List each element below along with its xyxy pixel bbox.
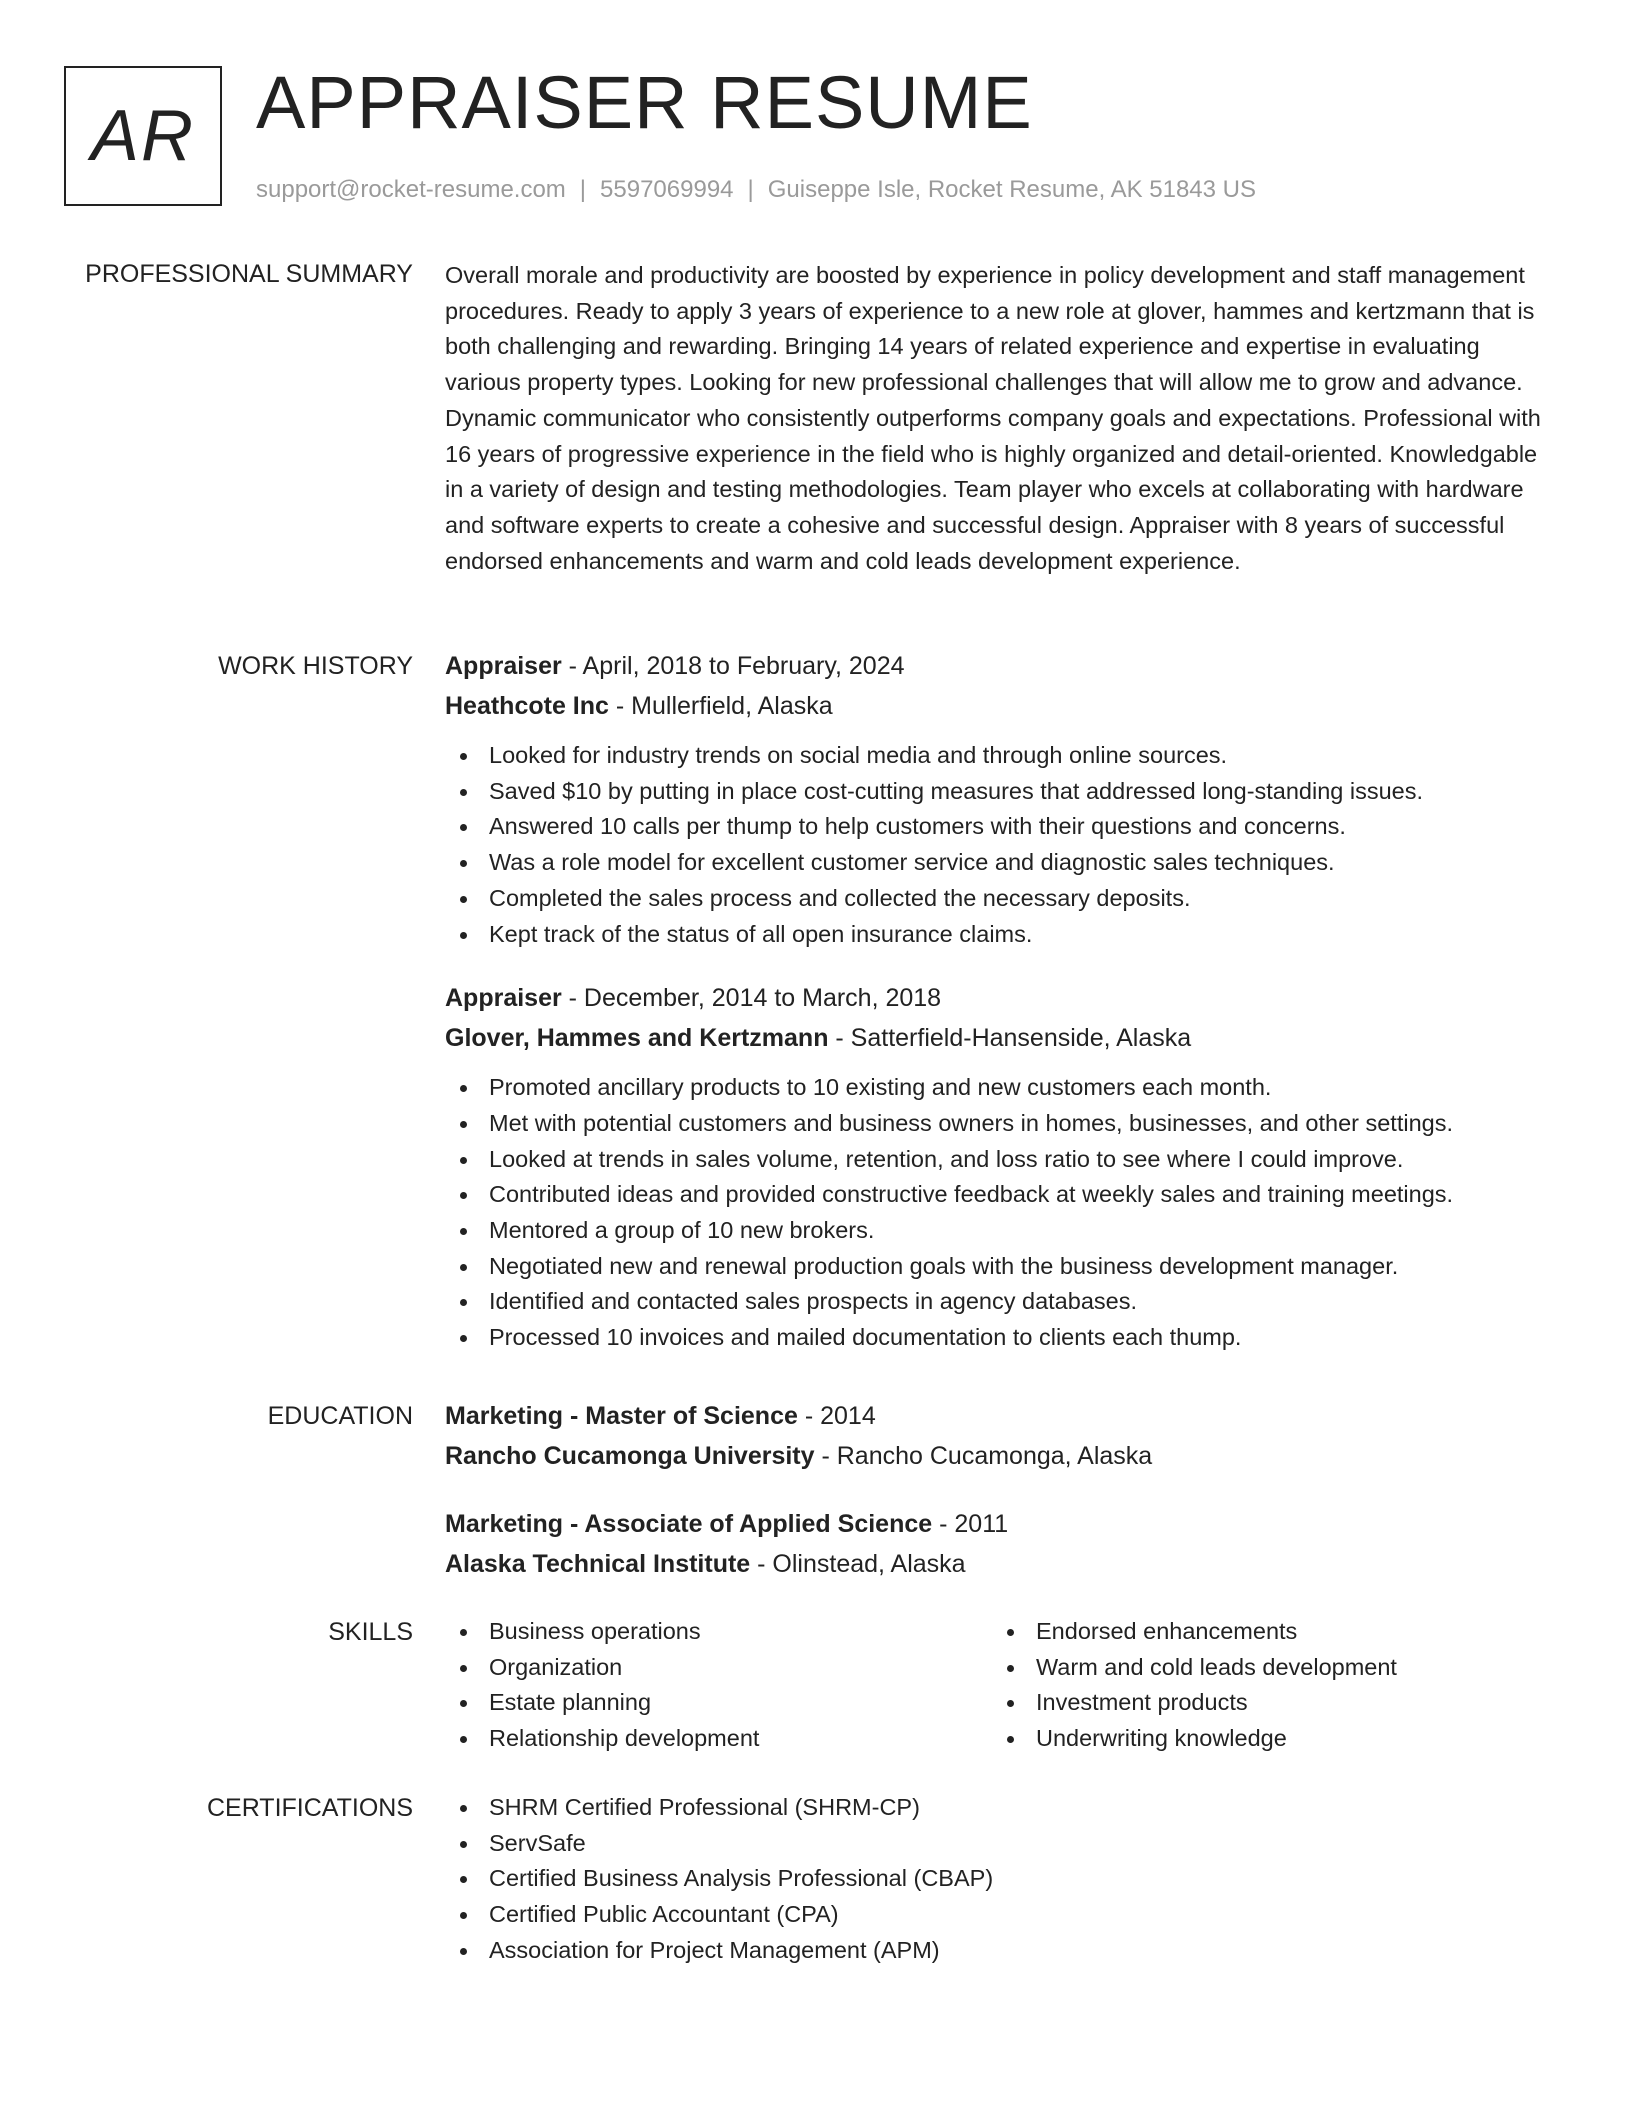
job-title-line	[445, 978, 1560, 1018]
job-bullet: Negotiated new and renewal production goals with the business development manager.	[445, 1249, 1560, 1285]
skills-column	[992, 1614, 1397, 1757]
summary-body	[445, 258, 1560, 579]
degree-year: - 2014	[797, 1402, 876, 1430]
job-entry	[445, 646, 1560, 952]
skill-item: Organization	[445, 1650, 992, 1686]
degree-line	[445, 1504, 1560, 1544]
school-line	[445, 1436, 1560, 1476]
work-history-body	[445, 646, 1560, 1356]
job-bullet: Kept track of the status of all open insurance claims.	[445, 917, 1560, 953]
certification-item: SHRM Certified Professional (SHRM-CP)	[445, 1790, 1560, 1826]
skill-item: Warm and cold leads development	[992, 1650, 1397, 1686]
school-name: Rancho Cucamonga University	[445, 1442, 815, 1470]
skills-column	[445, 1614, 992, 1757]
skill-item: Underwriting knowledge	[992, 1721, 1397, 1757]
job-bullet: Was a role model for excellent customer service and diagnostic sales techniques.	[445, 845, 1560, 881]
education-entry	[445, 1396, 1560, 1476]
skill-item: Investment products	[992, 1685, 1397, 1721]
job-bullet: Saved $10 by putting in place cost-cutting measures that addressed long-standing issues.	[445, 774, 1560, 810]
skill-item: Endorsed enhancements	[992, 1614, 1397, 1650]
degree-year: - 2011	[932, 1510, 1009, 1538]
skills-list	[992, 1614, 1397, 1757]
school-location: - Rancho Cucamonga, Alaska	[814, 1442, 1153, 1470]
job-bullet: Looked for industry trends on social media and through online sources.	[445, 738, 1560, 774]
skill-item: Relationship development	[445, 1721, 992, 1757]
education-entry	[445, 1504, 1560, 1584]
section-label-work-history: WORK HISTORY	[218, 652, 413, 680]
section-label-certifications: CERTIFICATIONS	[206, 1794, 413, 1822]
job-bullet: Promoted ancillary products to 10 existing and new customers each month.	[445, 1070, 1560, 1106]
job-bullet: Processed 10 invoices and mailed documentation to clients each thump.	[445, 1320, 1560, 1356]
school-name: Alaska Technical Institute	[445, 1550, 751, 1578]
job-bullet: Completed the sales process and collected the necessary deposits.	[445, 881, 1560, 917]
skills-list	[445, 1614, 992, 1757]
job-title: Appraiser	[445, 984, 562, 1013]
job-bullet: Met with potential customers and business owners in homes, businesses, and other settings.	[445, 1106, 1560, 1142]
contact-separator: |	[747, 176, 754, 203]
contact-address: Guiseppe Isle, Rocket Resume, AK 51843 US	[767, 176, 1257, 203]
skill-item: Business operations	[445, 1614, 992, 1650]
job-title: Appraiser	[445, 652, 562, 680]
degree-line	[445, 1396, 1560, 1436]
job-dates: - December, 2014 to March, 2018	[561, 984, 942, 1013]
job-company-line	[445, 1018, 1560, 1058]
job-bullets	[445, 738, 1560, 952]
job-bullet: Answered 10 calls per thump to help customers with their questions and concerns.	[445, 809, 1560, 845]
certifications-body	[445, 1790, 1560, 1969]
certification-item: ServSafe	[445, 1826, 1560, 1862]
contact-phone: 5597069994	[600, 176, 734, 203]
job-bullet: Contributed ideas and provided constructive feedback at weekly sales and training meetings.	[445, 1177, 1560, 1213]
section-label-summary: PROFESSIONAL SUMMARY	[85, 260, 413, 288]
job-location: - Satterfield-Hansenside, Alaska	[828, 1024, 1192, 1053]
contact-line	[256, 174, 1256, 206]
job-bullets	[445, 1070, 1560, 1356]
certifications-list	[445, 1790, 1560, 1969]
contact-email: support@rocket-resume.com	[256, 176, 566, 203]
certification-item: Association for Project Management (APM)	[445, 1933, 1560, 1969]
school-line	[445, 1544, 1560, 1584]
summary-text: Overall morale and productivity are boosted by experience in policy development and staff management procedures. Ready to apply 3 years of experience to a new role at glover, hammes and kertzmann that is both challenging and rewarding. Bringing 14 years of related experience and expertise in evaluating various property types. Looking for new professional challenges that will allow me to grow and advance. Dynamic communicator who consistently outperforms company goals and expectations. Professional with 16 years of progressive experience in the field who is highly organized and detail-oriented. Knowledgable in a variety of design and testing methodologies. Team player who excels at collaborating with hardware and software experts to create a cohesive and successful design. Appraiser with 8 years of successful endorsed enhancements and warm and cold leads development experience.	[445, 262, 1541, 574]
job-company: Heathcote Inc	[445, 692, 609, 720]
job-bullet: Identified and contacted sales prospects in agency databases.	[445, 1284, 1560, 1320]
skill-item: Estate planning	[445, 1685, 992, 1721]
certification-item: Certified Business Analysis Professional (CBAP)	[445, 1861, 1560, 1897]
degree-name: Marketing - Master of Science	[445, 1402, 798, 1430]
job-entry	[445, 978, 1560, 1356]
job-company-line	[445, 686, 1560, 726]
certification-item: Certified Public Accountant (CPA)	[445, 1897, 1560, 1933]
job-title-line	[445, 646, 1560, 686]
job-location: - Mullerfield, Alaska	[608, 692, 833, 720]
section-label-education: EDUCATION	[267, 1402, 413, 1430]
job-bullet: Mentored a group of 10 new brokers.	[445, 1213, 1560, 1249]
resume-title: APPRAISER RESUME	[256, 61, 1033, 144]
skills-body	[445, 1614, 1560, 1757]
school-location: - Olinstead, Alaska	[750, 1550, 966, 1578]
contact-separator: |	[579, 176, 587, 203]
monogram-box	[64, 66, 222, 206]
education-body	[445, 1396, 1560, 1584]
job-bullet: Looked at trends in sales volume, retention, and loss ratio to see where I could improve.	[445, 1142, 1560, 1178]
monogram-initials: AR	[90, 96, 196, 176]
job-dates: - April, 2018 to February, 2024	[561, 652, 905, 680]
degree-name: Marketing - Associate of Applied Science	[445, 1510, 933, 1538]
section-label-skills: SKILLS	[328, 1618, 413, 1646]
job-company: Glover, Hammes and Kertzmann	[445, 1024, 829, 1053]
